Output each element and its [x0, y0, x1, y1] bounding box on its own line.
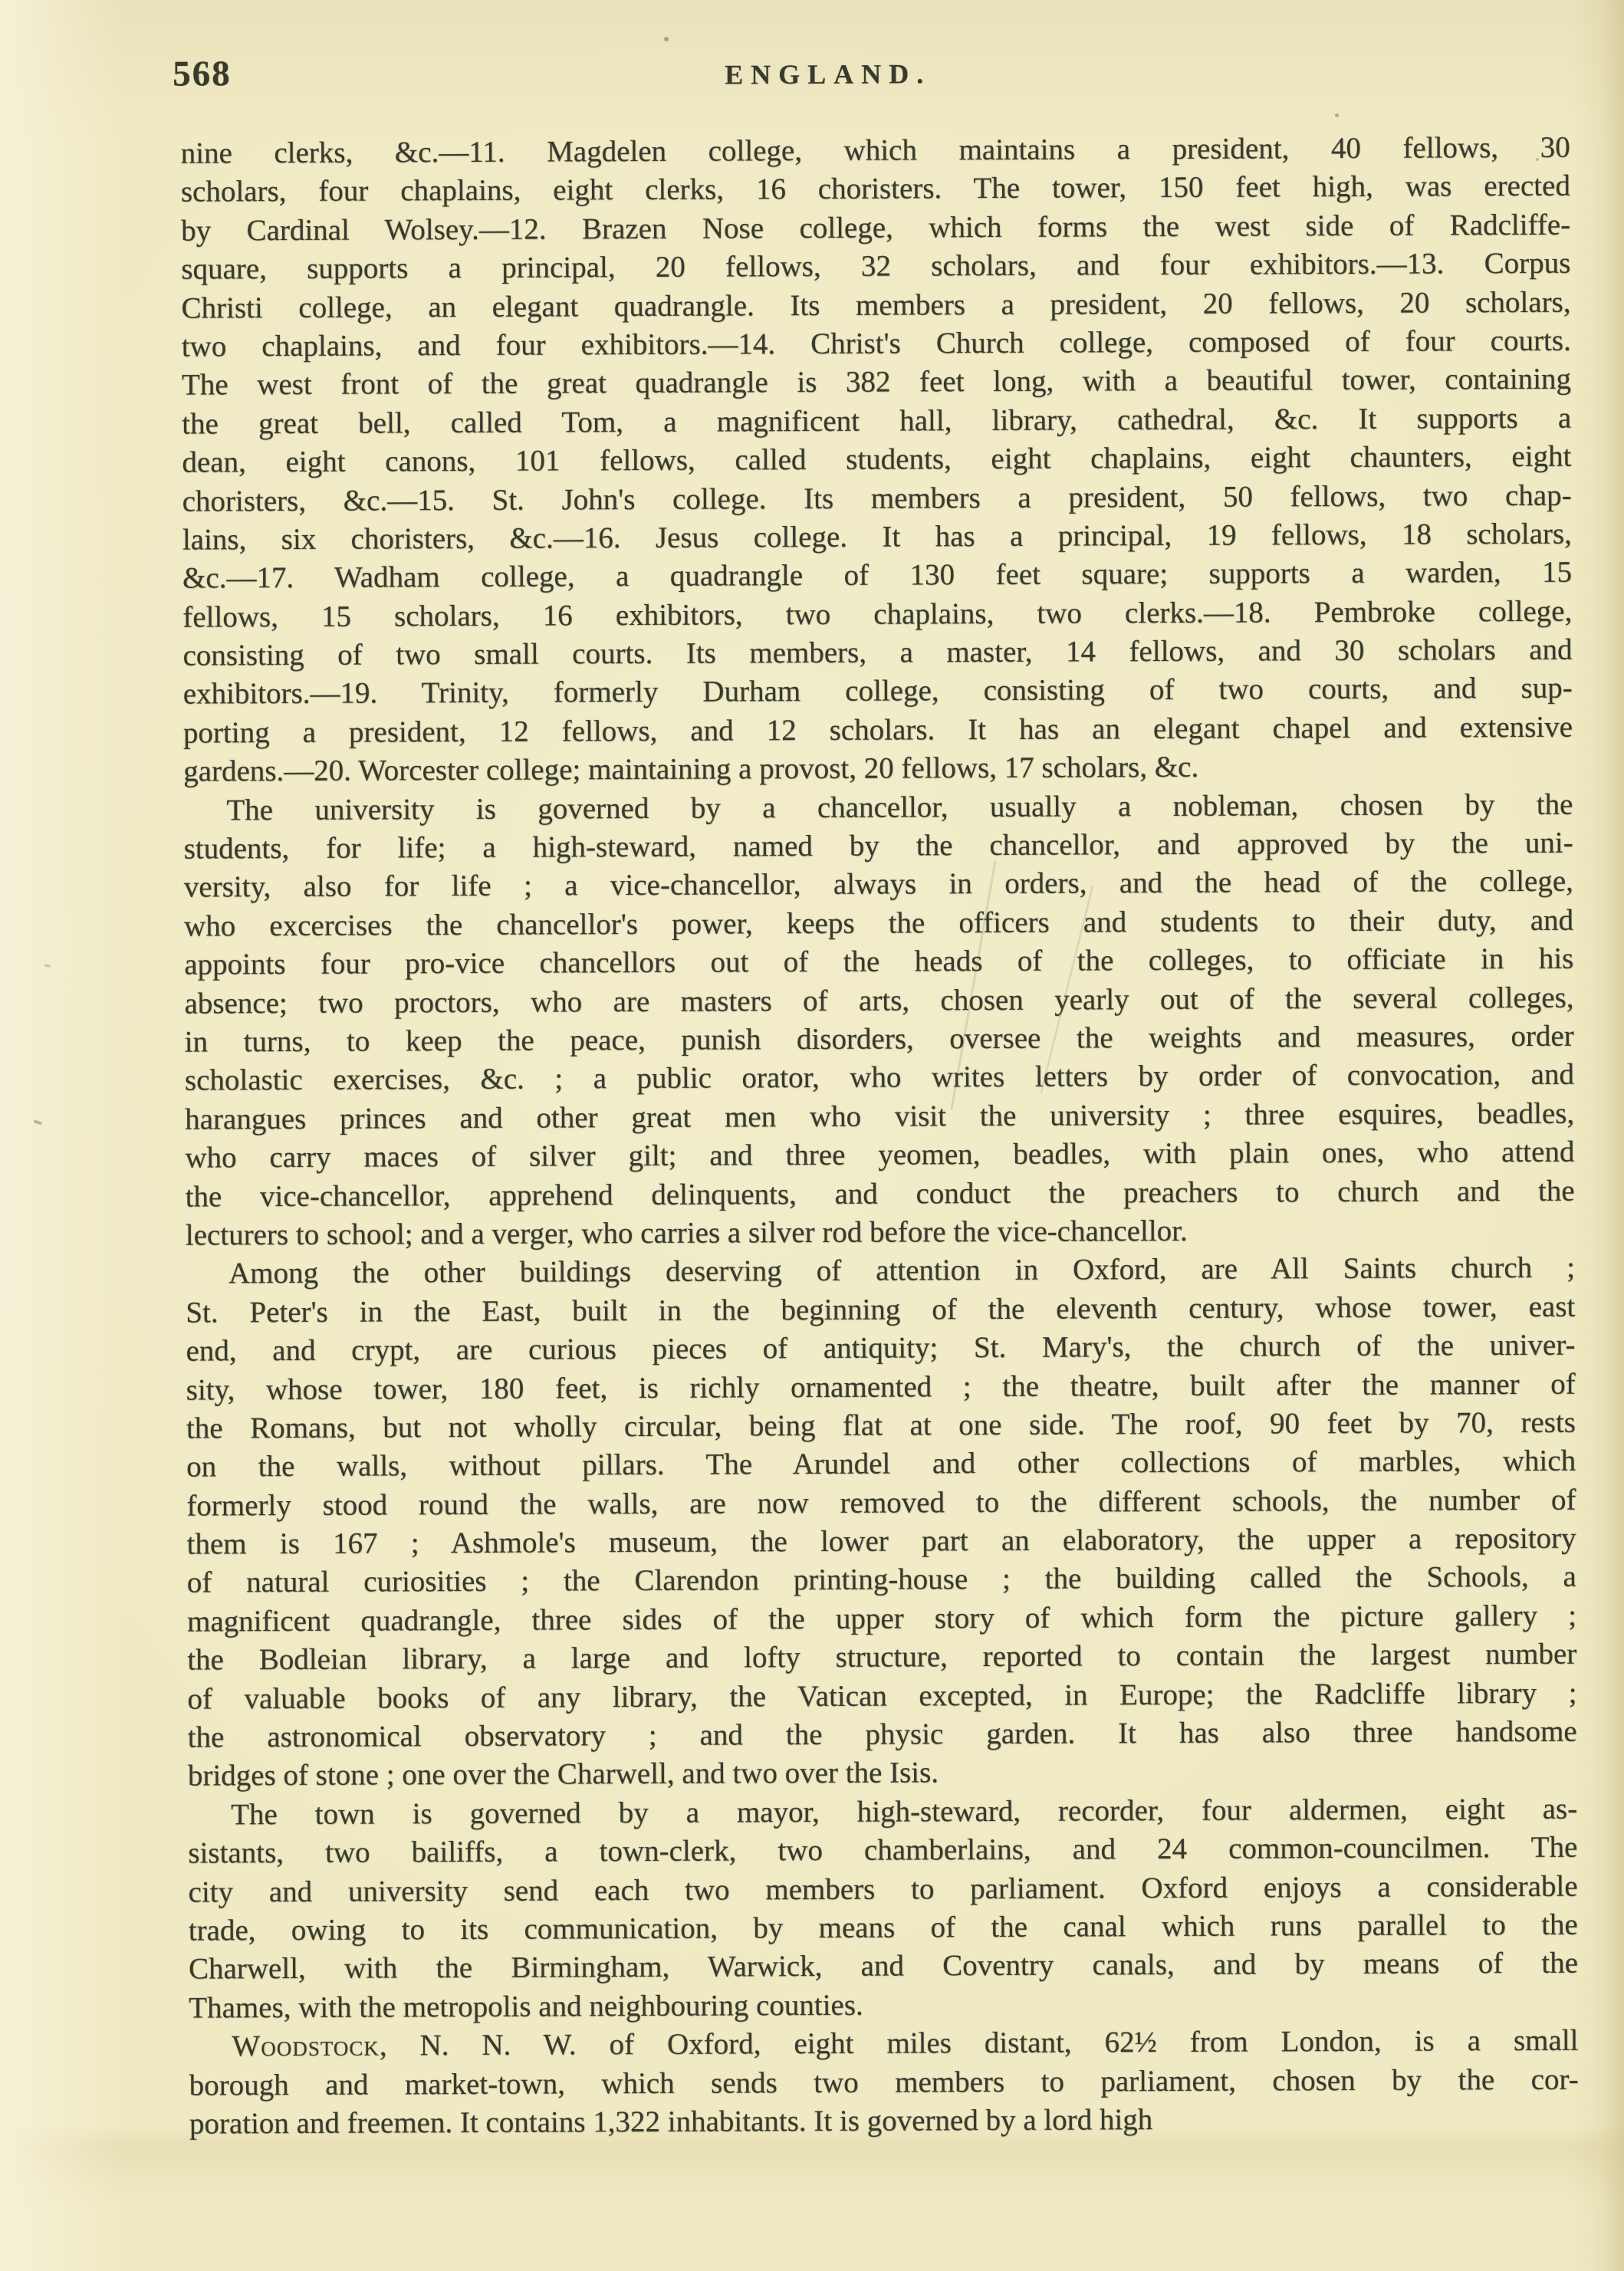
text-line: porting a president, 12 fellows, and 12 scholars. It has an elegant chapel and extensive — [182, 710, 1573, 750]
text-line: magnificent quadrangle, three sides of the upper story of which form the picture gallery ; — [186, 1599, 1577, 1638]
text-line: on the walls, without pillars. The Arundel and other collections of marbles, which — [186, 1444, 1576, 1484]
text-line: Among the other buildings deserving of attention in Oxford, are All Saints church ; — [228, 1251, 1576, 1290]
text-line: The town is governed by a mayor, high-steward, recorder, four aldermen, eight as- — [231, 1792, 1578, 1832]
text-line: by Cardinal Wolsey.—12. Brazen Nose college, which forms the west side of Radcliffe- — [181, 208, 1571, 248]
paragraph — [188, 1790, 1578, 2027]
text-line: choristers, &c.—15. St. John's college. Its members a president, 50 fellows, two chap- — [182, 478, 1572, 518]
text-line: end, and crypt, are curious pieces of antiquity; St. Mary's, the church of the univer- — [186, 1328, 1576, 1368]
text-line: nine clerks, &c.—11. Magdelen college, which maintains a president, 40 fellows, 30 — [180, 130, 1570, 170]
text-line: absence; two proctors, who are masters of arts, chosen yearly out of the several colleges, — [184, 981, 1574, 1020]
text-line: who excercises the chancellor's power, keeps the officers and students to their duty, and — [183, 903, 1574, 943]
paragraph — [183, 785, 1575, 1255]
text-line: exhibitors.—19. Trinity, formerly Durham college, consisting of two courts, and sup- — [182, 672, 1573, 712]
text-line: St. Peter's in the East, built in the beginning of the eleventh century, whose tower, east — [186, 1290, 1576, 1329]
text-line: in turns, to keep the peace, punish disorders, oversee the weights and measures, order — [184, 1019, 1574, 1059]
text-line: sity, whose tower, 180 feet, is richly ornamented ; the theatre, built after the manner of — [186, 1367, 1576, 1407]
text-line: borough and market-town, which sends two members to parliament, chosen by the cor- — [189, 2062, 1579, 2102]
text-line: city and university send each two members to parliament. Oxford enjoys a considerable — [188, 1869, 1578, 1909]
text-line: the astronomical observatory ; and the physic garden. It has also three handsome — [187, 1714, 1577, 1754]
text-line: consisting of two small courts. Its members, a master, 14 fellows, and 30 scholars and — [182, 633, 1573, 672]
text-line: appoints four pro-vice chancellors out of the heads of the colleges, to officiate in his — [184, 942, 1574, 981]
text-line: fellows, 15 scholars, 16 exhibitors, two chaplains, two clerks.—18. Pembroke college, — [182, 594, 1573, 634]
text-line: trade, owing to its communication, by means of the canal which runs parallel to the — [188, 1908, 1578, 1947]
text-line: harangues princes and other great men who visit the university ; three esquires, beadles, — [185, 1096, 1575, 1136]
text-line: students, for life; a high-steward, named by the chancellor, and approved by the uni- — [183, 826, 1573, 866]
text-line: lains, six choristers, &c.—16. Jesus college. It has a principal, 19 fellows, 18 scholars, — [182, 517, 1572, 557]
text-line: dean, eight canons, 101 fellows, called students, eight chaplains, eight chaunters, eight — [182, 439, 1572, 479]
ink-speck — [664, 37, 669, 41]
text-line: scholars, four chaplains, eight clerks, 16 choristers. The tower, 150 feet high, was erected — [180, 169, 1570, 209]
paragraph — [186, 1249, 1577, 1796]
text-line: two chaplains, and four exhibitors.—14. Christ's Church college, composed of four courts. — [181, 324, 1571, 363]
page-number: 568 — [173, 54, 232, 94]
running-title: ENGLAND. — [725, 58, 932, 90]
text-line: formerly stood round the walls, are now removed to the different schools, the number of — [186, 1483, 1576, 1523]
text-line: &c.—17. Wadham college, a quadrangle of 130 feet square; supports a warden, 15 — [182, 555, 1573, 595]
ink-speck — [1335, 113, 1339, 117]
text-line: bridges of stone ; one over the Charwell, and two over the Isis. — [187, 1756, 939, 1793]
page-body — [181, 129, 1579, 2144]
text-line: the Romans, but not wholly circular, being flat at one side. The roof, 90 feet by 70, rests — [186, 1405, 1576, 1445]
text-line: Charwell, with the Birmingham, Warwick, and Coventry canals, and by means of the — [188, 1947, 1579, 1986]
ink-speck — [1536, 158, 1539, 161]
text-line: gardens.—20. Worcester college; maintaining a provost, 20 fellows, 17 scholars, &c. — [183, 751, 1199, 788]
text-line: poration and freemen. It contains 1,322 inhabitants. It is governed by a lord high — [189, 2102, 1153, 2141]
text-line: the Bodleian library, a large and lofty structure, reported to contain the largest number — [187, 1637, 1577, 1677]
text-line: The west front of the great quadrangle is 382 feet long, with a beautiful tower, containing — [181, 363, 1572, 402]
paragraph — [189, 2022, 1579, 2144]
text-line: the great bell, called Tom, a magnificent hall, library, cathedral, &c. It supports a — [182, 401, 1572, 441]
paragraph — [181, 129, 1573, 792]
smallcaps-word: Woodstock — [232, 2029, 380, 2063]
text-line: of valuable books of any library, the Vatican excepted, in Europe; the Radcliffe library ; — [187, 1676, 1577, 1716]
text-line: The university is governed by a chancellor, usually a nobleman, chosen by the — [226, 787, 1573, 827]
text-line: Christi college, an elegant quadrangle. Its members a president, 20 fellows, 20 scholars, — [181, 285, 1571, 325]
text-line: versity, also for life ; a vice-chancellor, always in orders, and the head of the college, — [183, 865, 1573, 904]
text-line: who carry maces of silver gilt; and three yeomen, beadles, with plain ones, who attend — [185, 1135, 1575, 1175]
text-line: lecturers to school; and a verger, who carries a silver rod before the vice-chancellor. — [185, 1214, 1188, 1252]
text-line: scholastic exercises, &c. ; a public orator, who writes letters by order of convocation, and — [184, 1058, 1575, 1097]
text-line: of natural curiosities ; the Clarendon printing-house ; the building called the Schools, a — [186, 1560, 1576, 1600]
text-line: square, supports a principal, 20 fellows, 32 scholars, and four exhibitors.—13. Corpus — [181, 246, 1571, 286]
text-line: Thames, with the metropolis and neighbouring counties. — [189, 1988, 863, 2025]
text-line: sistants, two bailiffs, a town-clerk, two chamberlains, and 24 common-councilmen. The — [188, 1830, 1578, 1870]
text-line: the vice-chancellor, apprehend delinquents, and conduct the preachers to church and the — [185, 1174, 1575, 1214]
text-line: them is 167 ; Ashmole's museum, the lower part an elaboratory, the upper a repository — [186, 1521, 1576, 1561]
text-line: Woodstock, N. N. W. of Oxford, eight miles distant, 62½ from London, is a small — [232, 2023, 1579, 2063]
